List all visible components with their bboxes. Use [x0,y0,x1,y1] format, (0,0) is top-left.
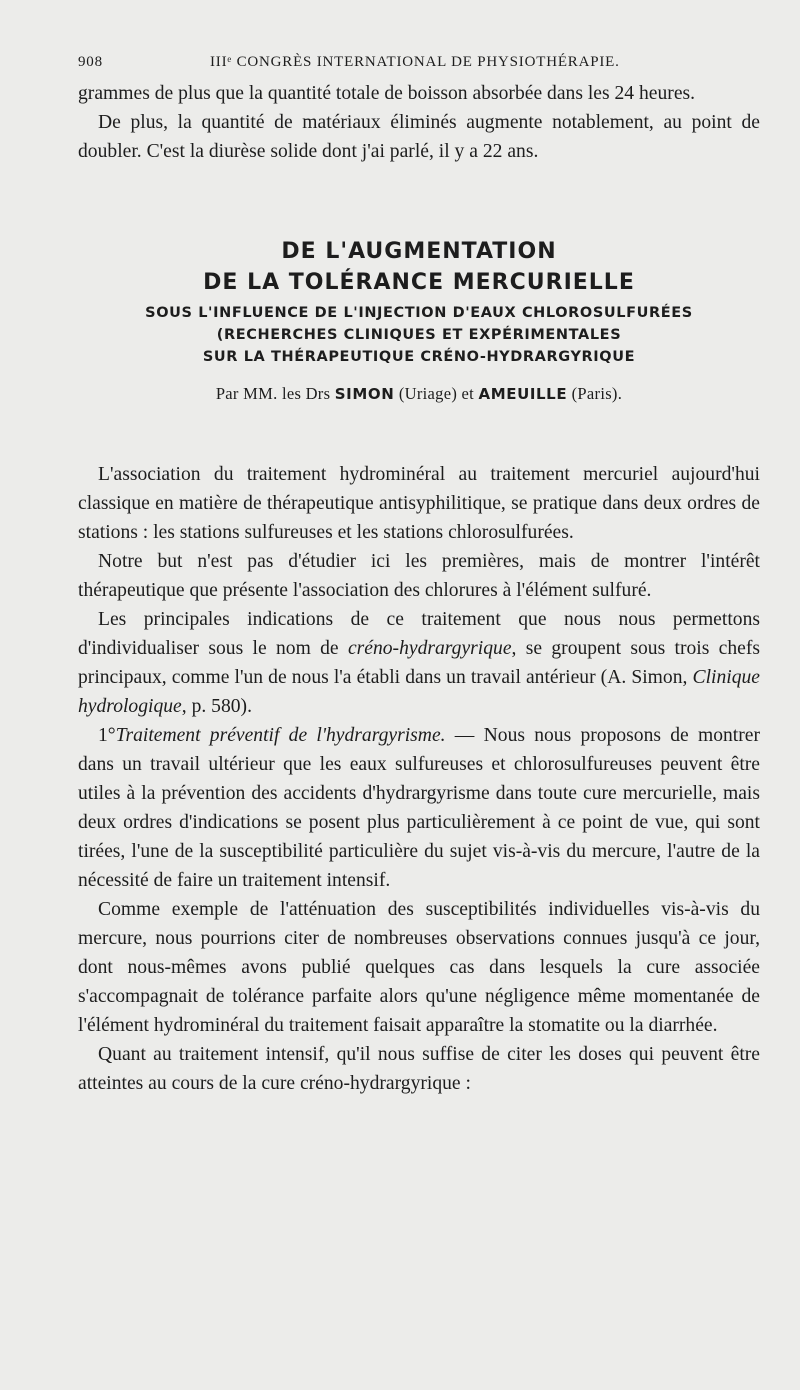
intro-paragraph: grammes de plus que la quantité totale de boisson absorbée dans les 24 heures. [78,83,696,104]
section-heading: Traitement préventif de l'hydrargyrisme. [115,725,446,746]
page-number: 908 [78,54,103,70]
running-head [78,54,760,71]
author-place: (Uriage) et [398,384,475,403]
text-run: , p. 580). [181,696,252,717]
article-title: DE L'AUGMENTATION [281,239,557,264]
article-heading [78,236,760,404]
text-run: — Nous nous proposons de montrer dans un travail ultérieur que les eaux sulfureuses et chlorosulfureuses peuvent être utiles à la prévention des accidents d'hydrargyrisme dans toute cure mercurielle, mais deux ordres d'indications se posent plus particulièrement à ce point de vue, qui sont tirées, l'une de la susceptibilité particulière du sujet vis-à-vis du mercure, l'autre de la nécessité de faire un traitement intensif. [78,725,760,891]
text-run: , se groupent sous trois chefs principaux, comme l'un de nous l'a établi dans un travail antérieur (A. Simon, [78,638,760,688]
body-paragraph [78,721,760,895]
author-place: (Paris). [571,384,623,403]
byline [78,384,760,404]
section-number: 1° [98,725,116,746]
text-run: Les principales indications de ce traitement que nous nous permettons d'individualiser sous le nom de [78,609,760,659]
italic-citation: Clinique hydrologique [78,667,760,717]
author-name: SIMON [334,385,395,403]
article-subtitle: (RECHERCHES CLINIQUES ET EXPÉRIMENTALES [216,327,622,343]
article-subtitle: SOUS L'INFLUENCE DE L'INJECTION D'EAUX CHLOROSULFURÉES [145,305,693,321]
body-paragraph: L'association du traitement hydrominéral au traitement mercuriel aujourd'hui classique en matière de thérapeutique antisyphilitique, se pratique dans deux ordres de stations : les stations sulfureuses et les stations chlorosulfurées. [78,464,760,543]
byline-prefix: Par MM. les Drs [215,384,331,403]
journal-title: IIIᵉ CONGRÈS INTERNATIONAL DE PHYSIOTHÉRAPIE. [210,54,620,70]
body-paragraph: Notre but n'est pas d'étudier ici les premières, mais de montrer l'intérêt thérapeutique que présente l'association des chlorures à l'élément sulfuré. [78,551,760,601]
article-title: DE LA TOLÉRANCE MERCURIELLE [203,270,635,295]
body-paragraph: Quant au traitement intensif, qu'il nous suffise de citer les doses qui peuvent être atteintes au cours de la cure créno-hydrargyrique : [78,1044,760,1094]
author-name: AMEUILLE [478,385,568,403]
article-body [78,460,760,1098]
body-paragraph [78,605,760,721]
body-paragraph: Comme exemple de l'atténuation des susceptibilités individuelles vis-à-vis du mercure, nous pourrions citer de nombreuses observations connues jusqu'à ce jour, dont nous-mêmes avons publié quelques cas dans lesquels la cure associée s'accompagnait de tolérance parfaite alors qu'une négligence même momentanée de l'élément hydrominéral du traitement faisait apparaître la stomatite ou la diarrhée. [78,899,760,1036]
italic-term: créno-hydrargyrique [347,638,512,659]
article-subtitle: SUR LA THÉRAPEUTIQUE CRÉNO-HYDRARGYRIQUE [202,349,636,365]
intro-paragraph: De plus, la quantité de matériaux éliminés augmente notablement, au point de doubler. C'est la diurèse solide dont j'ai parlé, il y a 22 ans. [78,112,760,162]
